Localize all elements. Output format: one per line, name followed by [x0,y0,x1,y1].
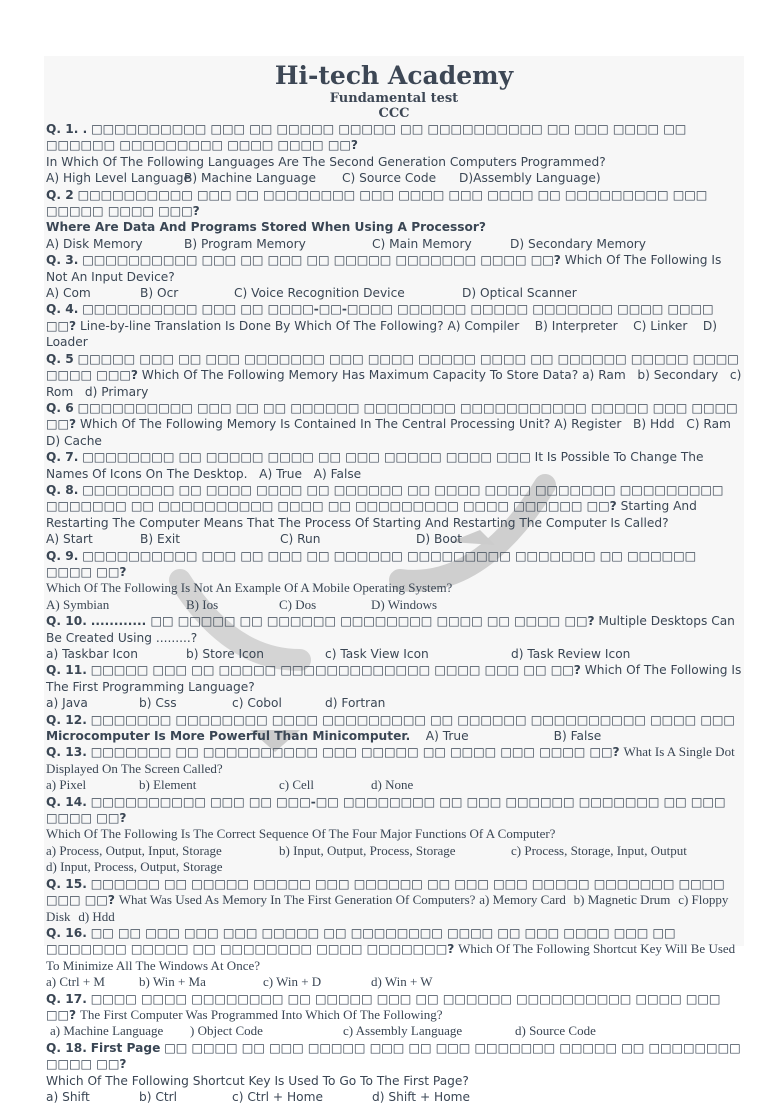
question-6 [46,400,742,449]
question-12 [46,712,742,745]
option: d) Win + W [371,974,433,990]
question-13 [46,744,742,777]
options-row [46,843,742,859]
option: a) Process, Output, Input, Storage [46,842,222,858]
option: A) Com [46,286,91,301]
question-english: Multiple Desktops Can Be Created Using .........? [46,614,735,645]
option: C) Source Code [342,171,437,186]
question-english: Which Of The Following Memory Has Maximum Capacity To Store Data? [141,368,579,383]
option: b) Element [139,777,197,793]
question-english: It Is Possible To Change The Names Of Icons On The Desktop. [46,450,704,481]
option: C) Voice Recognition Device [234,286,405,301]
option: ) Object Code [190,1023,263,1039]
question-15 [46,876,742,925]
options-row [46,1023,742,1039]
question-label: First Page [90,1040,161,1055]
question-5 [46,351,742,400]
option: A) Disk Memory [46,236,143,251]
question-hindi: □□□□□ □□□ □□ □□□ □□□□□□□ □□□ □□□□ □□□□□ □□□□ □□ □□□□□□ □□□□□ □□□□ □□□□ □□□? [46,351,739,383]
option: B) Hdd [632,417,675,432]
option: d) Hdd [78,908,115,924]
option: c) Win + D [263,974,322,990]
option: D) Optical Scanner [462,286,577,301]
option: B) False [553,729,602,744]
question-number: Q. 14. [46,794,87,809]
option: A) Start [46,532,93,547]
question-number: Q. 11. [46,663,87,678]
option: b) Ctrl [139,1089,178,1104]
option: c) Ctrl + Home [232,1089,323,1104]
question-16 [46,925,742,974]
question-english: Which Of The Following Shortcut Key Will Be Used To Minimize All The Windows At Once? [46,941,736,973]
option: b) Input, Output, Process, Storage [279,842,456,858]
option: c) Rom [46,368,742,399]
options-row [46,1089,742,1105]
option: a) Ram [582,368,626,383]
question-2 [46,187,742,220]
option: D) Secondary Memory [510,236,646,251]
option: d) Primary [84,384,149,399]
page-title: Hi-tech Academy [274,61,514,90]
option: d) Source Code [515,1023,596,1039]
options-row [46,646,742,662]
option: C) Run [280,532,321,547]
option: C) Main Memory [372,236,472,251]
option: c) Floppy Disk [46,892,729,924]
question-18 [46,1040,742,1073]
option: a) Machine Language [50,1023,164,1039]
question-number: Q. 16. [46,925,87,940]
question-number: Q. 18. [46,1040,87,1055]
option: b) Css [139,696,177,711]
question-english: Which Of The Following Shortcut Key Is Used To Go To The First Page? [46,1073,469,1088]
question-hindi: □□□□□□□□□□ □□□ □□ □□□ □□ □□□□□□ □□□□□□□□□ □□□□□□□ □□ □□□□□□ □□□□ □□? [46,548,697,579]
question-english: Which Of The Following Memory Is Contained In The Central Processing Unit? [79,417,551,432]
option: C) Dos [279,596,317,612]
options-row [46,597,742,613]
question-english: Where Are Data And Programs Stored When Using A Processor? [46,220,486,235]
options-row [46,974,742,990]
option: d) None [371,777,414,793]
question-hindi: □□ □□□□ □□ □□□ □□□□□ □□□ □□ □□□ □□□□□□□ □□□□□ □□ □□□□□□□□ □□□□ □□? [46,1040,741,1072]
question-9 [46,548,742,581]
question-number: Q. 13. [46,745,87,760]
question-english: The First Computer Was Programmed Into Which Of The Following? [79,1006,443,1022]
option: b) Store Icon [186,647,264,661]
options-row [46,695,742,711]
question-english: Which Of The Following Is The First Programming Language? [46,663,742,694]
option: D) Windows [371,596,438,612]
question-number: Q. 2 [46,187,74,202]
option: B) Interpreter [534,318,618,333]
question-english: Microcomputer Is More Powerful Than Minicomputer. [46,729,411,744]
option: a) Java [46,696,88,711]
question-hindi: ............ □□ □□□□□ □□ □□□□□□ □□□□□□□□ □□□□ □□ □□□□ □□? [90,614,595,629]
question-english: Which Of The Following Is The Correct Sequence Of The Four Major Functions Of A Computer? [46,826,556,842]
option: A) Symbian [46,596,110,612]
question-english: Starting And Restarting The Computer Means That The Process Of Starting And Restarting The Computer Is Called? [46,499,697,530]
question-hindi: □□□□□□□ □□□□□□□□ □□□□ □□□□□□□□□ □□ □□□□□□ □□□□□□□□□□ □□□□ □□□ [90,712,735,727]
option: B) Machine Language [184,171,317,186]
test-content [46,60,742,1105]
option: c) Cell [279,777,315,793]
question-number: Q. 6 [46,400,74,415]
option: C) Ram [686,417,731,432]
question-hindi: □□□□□□□□□□ □□□ □□ □□ □□□□□□ □□□□□□□□ □□□□□□□□□□□ □□□□□ □□□ □□□□ □□? [46,400,738,432]
question-number: Q. 17. [46,991,87,1006]
question-english: Which Of The Following Is Not An Input Device? [46,253,722,284]
option: B) Ios [186,596,219,612]
option: a) Taskbar Icon [46,647,138,661]
option: c) Process, Storage, Input, Output [511,842,687,858]
option: D) Cache [46,433,102,448]
options-row [46,170,742,186]
question-1 [46,121,742,154]
question-17 [46,991,742,1024]
question-number: Q. 10. [46,614,87,629]
option: a) Pixel [46,777,87,793]
option: c) Assembly Language [343,1023,463,1039]
option: A) False [313,466,362,481]
option: a) Memory Card [479,892,566,908]
question-hindi: □□□□□ □□□ □□ □□□□□ □□□□□□□□□□□□□ □□□□ □□□ □□ □□? [90,663,581,678]
option: B) Exit [140,532,181,547]
question-hindi: □□□□□□□□□□ □□□ □□ □□□ □□ □□□□□ □□□□□□□ □□□□ □□? [82,253,561,268]
question-number: Q. 1. . [46,122,88,136]
option: A) High Level Language [46,171,192,186]
option: A) Compiler [447,318,520,333]
option: c) Cobol [232,696,282,711]
question-number: Q. 4. [46,302,79,317]
option: b) Secondary [637,368,719,383]
question-hindi: □□□□□□□□ □□ □□□□ □□□□ □□ □□□□□□ □□ □□□□ □□□□ □□□□□□□ □□□□□□□□□ □□□□□□□ □□ □□□□□□□□□□ □□□□ □□ □□□□□□□□□ □□□□ □□□□□□ □□? [46,482,724,514]
option: A) Register [554,417,622,432]
options-row [46,777,742,793]
question-number: Q. 5 [46,351,74,366]
option: a) Shift [46,1089,90,1104]
question-4 [46,301,742,350]
question-number: Q. 3. [46,253,79,268]
option: d) Shift + Home [372,1089,471,1104]
question-english: In Which Of The Following Languages Are The Second Generation Computers Programmed? [46,154,606,169]
option: A) True [425,729,469,744]
question-english: What Was Used As Memory In The First Generation Of Computers? [118,892,476,908]
question-14 [46,794,742,827]
question-8 [46,482,742,531]
question-hindi: □□□□□□□□□□ □□□ □□ □□□□-□□-□□□□ □□□□□□ □□□□□ □□□□□□□ □□□□ □□□□ □□? [46,302,714,333]
option: D) Loader [46,318,717,350]
question-hindi: □□□□□□□□□□ □□□ □□ □□□-□□ □□□□□□□□ □□ □□□ □□□□□□ □□□□□□□ □□ □□□ □□□□ □□? [46,794,726,826]
question-hindi: □□ □□ □□□ □□□ □□□ □□□□□ □□ □□□□□□□□ □□□□ □□ □□□ □□□□ □□□ □□ □□□□□□□ □□□□□ □□ □□□□□□□□ □□□□ □□□□□□□? [46,925,676,957]
question-english: What Is A Single Dot Displayed On The Screen Called? [46,744,735,776]
option: B) Program Memory [184,236,306,251]
question-11 [46,662,742,695]
options-row [46,236,742,252]
question-hindi: □□□□□□□□ □□ □□□□□ □□□□ □□ □□□ □□□□□ □□□□ □□□ [82,450,531,465]
option: d) Fortran [325,696,386,711]
option: B) Ocr [140,286,179,301]
option: A) True [259,466,302,481]
page-subtitle: Fundamental test [329,91,459,106]
question-3 [46,252,742,285]
options-row [46,285,742,301]
question-7 [46,449,742,482]
question-number: Q. 12. [46,712,87,727]
course-name: CCC [378,106,410,121]
option: c) Task View Icon [325,647,429,661]
option: d) Task Review Icon [511,647,631,661]
question-hindi: □□□□□□□□□□ □□□ □□ □□□□□ □□□□□ □□ □□□□□□□□□□ □□ □□□ □□□□ □□ □□□□□□ □□□□□□□□□ □□□□ □□□□ □□? [46,122,687,153]
option: D)Assembly Language) [459,171,601,186]
options-row [46,531,742,547]
question-hindi: □□□□□□□ □□ □□□□□□□□□□ □□□ □□□□□ □□ □□□□ □□□ □□□□ □□? [90,745,620,760]
option: b) Win + Ma [139,974,206,990]
question-number: Q. 8. [46,482,79,497]
option: b) Magnetic Drum [573,892,671,908]
question-hindi: □□□□□□ □□ □□□□□ □□□□□ □□□ □□□□□□ □□ □□□ □□□ □□□□□ □□□□□□□ □□□□ □□□ □□? [46,876,725,908]
question-10 [46,613,742,646]
option: d) Input, Process, Output, Storage [46,859,223,875]
question-english: Line-by-line Translation Is Done By Which Of The Following? [79,318,444,333]
question-hindi: □□□□ □□□□ □□□□□□□□ □□ □□□□□ □□□ □□ □□□□□□ □□□□□□□□□□ □□□□ □□□ □□? [46,991,721,1022]
question-number: Q. 15. [46,876,87,891]
question-hindi: □□□□□□□□□□ □□□ □□ □□□□□□□□ □□□ □□□□ □□□ □□□□ □□ □□□□□□□□□ □□□ □□□□□ □□□□ □□□? [46,187,708,219]
question-english: Which Of The Following Is Not An Example Of A Mobile Operating System? [46,580,453,596]
question-number: Q. 9. [46,548,79,563]
option: C) Linker [633,318,688,333]
option: D) Boot [416,532,463,547]
option: a) Ctrl + M [46,974,105,990]
question-number: Q. 7. [46,450,79,465]
